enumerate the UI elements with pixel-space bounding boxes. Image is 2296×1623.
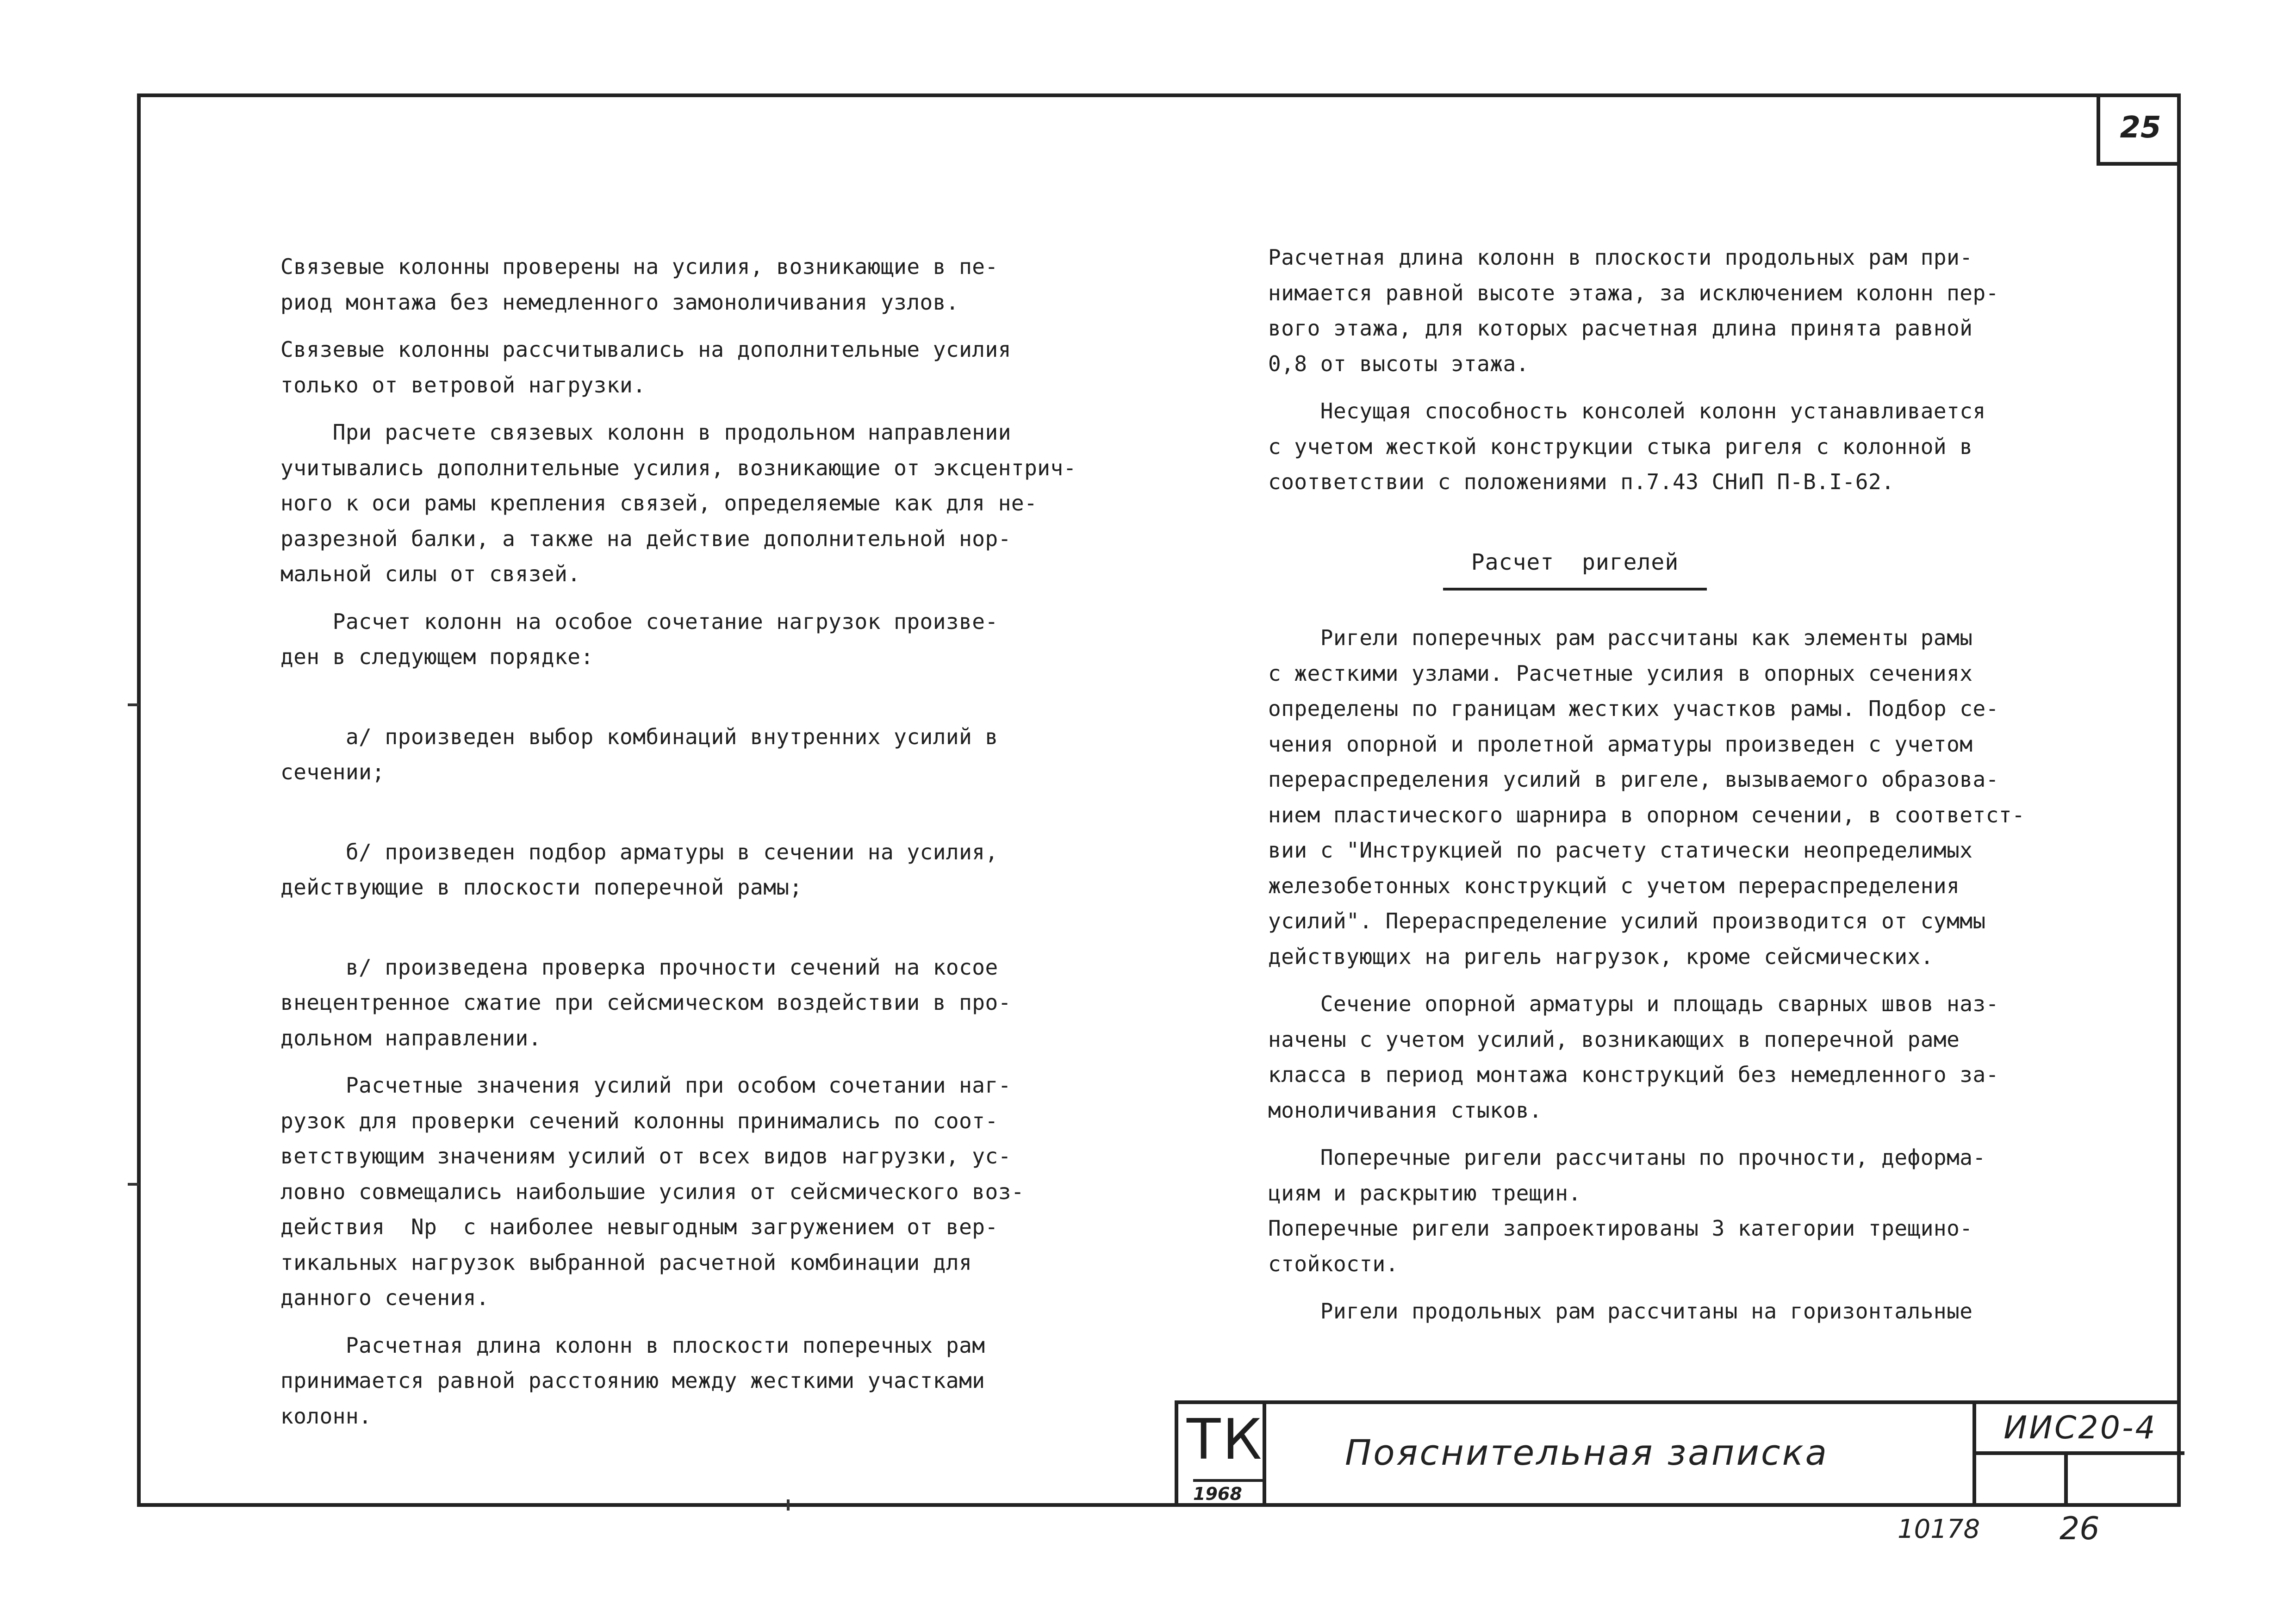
text-line: колонн. xyxy=(280,1403,372,1429)
paragraph xyxy=(280,719,1174,790)
paragraph xyxy=(280,834,1174,905)
tk-block xyxy=(1178,1404,1266,1507)
text-line: действующие в плоскости поперечной рамы; xyxy=(280,875,803,900)
text-line: Сечение опорной арматуры и площадь сварных швов наз- xyxy=(1268,991,1999,1016)
text-line: действующих на ригель нагрузок, кроме сейсмических. xyxy=(1268,944,1934,969)
text-line: а/ произведен выбор комбинаций внутренних усилий в xyxy=(280,724,998,749)
page-number: 25 xyxy=(2097,93,2181,166)
text-line: нием пластического шарнира в опорном сечении, в соответст- xyxy=(1268,802,2025,827)
text-line: б/ произведен подбор арматуры в сечении на усилия, xyxy=(280,839,998,864)
text-line: рузок для проверки сечений колонны принимались по соот- xyxy=(280,1108,998,1133)
text-line: 0,8 от высоты этажа. xyxy=(1268,351,1529,376)
text-line: Расчетные значения усилий при особом сочетании наг- xyxy=(280,1073,1011,1098)
paragraph xyxy=(1268,620,2115,974)
text-line: моноличивания стыков. xyxy=(1268,1097,1543,1123)
text-line: действия Nр с наиболее невыгодным загружением от вер- xyxy=(280,1214,998,1239)
paragraph xyxy=(1268,1140,2115,1281)
text-line: ного к оси рамы крепления связей, определяемые как для не- xyxy=(280,491,1038,516)
footer-number-a: 10178 xyxy=(1898,1514,1980,1544)
text-line: железобетонных конструкций с учетом перераспределения xyxy=(1268,873,1960,898)
section-heading: Расчет ригелей xyxy=(1443,541,1707,591)
paragraph xyxy=(280,604,1174,675)
text-line: стойкости. xyxy=(1268,1251,1399,1276)
text-line: разрезной балки, а также на действие дополнительной нор- xyxy=(280,526,1011,551)
paragraph xyxy=(280,249,1174,320)
text-line: только от ветровой нагрузки. xyxy=(280,372,646,398)
text-line: Ригели поперечных рам рассчитаны как элементы рамы xyxy=(1268,625,1973,650)
text-line: Расчетная длина колонн в плоскости поперечных рам xyxy=(280,1332,985,1358)
footer-number-b: 26 xyxy=(2060,1511,2100,1547)
text-line: ветствующим значениям усилий от всех видов нагрузки, ус- xyxy=(280,1144,1011,1169)
text-line: Расчет колонн на особое сочетание нагрузок произве- xyxy=(280,609,998,634)
left-column xyxy=(280,249,1174,1434)
text-line: определены по границам жестких участков рамы. Подбор се- xyxy=(1268,696,1999,721)
tk-year: 1968 xyxy=(1193,1479,1263,1504)
right-column-bottom xyxy=(1268,620,2115,1329)
margin-tick xyxy=(128,703,139,706)
text-line: внецентренное сжатие при сейсмическом воздействии в про- xyxy=(280,990,1011,1015)
text-line: с жесткими узлами. Расчетные усилия в опорных сечениях xyxy=(1268,660,1973,686)
paragraph xyxy=(1268,240,2115,381)
text-line: ден в следующем порядке: xyxy=(280,644,594,669)
text-line: Ригели продольных рам рассчитаны на горизонтальные xyxy=(1268,1299,1973,1324)
text-line: Поперечные ригели запроектированы 3 категории трещино- xyxy=(1268,1216,1973,1241)
text-line: Поперечные ригели рассчитаны по прочности, деформа- xyxy=(1268,1145,1986,1170)
code-divider xyxy=(2064,1455,2068,1507)
text-line: Несущая способность консолей колонн устанавливается xyxy=(1268,398,1986,423)
text-line: вии с "Инструкцией по расчету статически неопределимых xyxy=(1268,838,1973,863)
right-column-top xyxy=(1268,240,2115,500)
text-line: нимается равной высоте этажа, за исключением колонн пер- xyxy=(1268,280,1999,305)
paragraph xyxy=(1268,393,2115,500)
paragraph xyxy=(1268,1293,2115,1329)
text-line: ловно совмещались наибольшие усилия от сейсмического воз- xyxy=(280,1179,1025,1204)
title-block xyxy=(1175,1400,2181,1507)
text-line: учитывались дополнительные усилия, возникающие от эксцентрич- xyxy=(280,455,1076,480)
text-line: дольном направлении. xyxy=(280,1025,541,1051)
text-line: усилий". Перераспределение усилий производится от суммы xyxy=(1268,908,1986,933)
text-line: тикальных нагрузок выбранной расчетной комбинации для xyxy=(280,1250,972,1275)
document-code: ИИС20-4 xyxy=(1976,1404,2184,1455)
text-line: мальной силы от связей. xyxy=(280,561,581,586)
margin-tick xyxy=(128,1183,139,1186)
text-line: циям и раскрытию трещин. xyxy=(1268,1180,1581,1206)
text-line: класса в период монтажа конструкций без немедленного за- xyxy=(1268,1062,1999,1087)
text-line: риод монтажа без немедленного замоноличивания узлов. xyxy=(280,289,959,315)
tk-letters: ТК xyxy=(1187,1408,1264,1472)
code-box xyxy=(1972,1404,2184,1507)
text-line: сечении; xyxy=(280,759,385,784)
paragraph xyxy=(280,415,1174,592)
text-line: начены с учетом усилий, возникающих в поперечной раме xyxy=(1268,1026,1960,1052)
text-line: соответствии с положениями п.7.43 СНиП П-В.I-62. xyxy=(1268,469,1895,494)
paragraph xyxy=(280,1068,1174,1316)
text-line: с учетом жесткой конструкции стыка ригеля с колонной в xyxy=(1268,434,1973,459)
margin-tick xyxy=(787,1499,790,1511)
text-line: в/ произведена проверка прочности сечений на косое xyxy=(280,954,998,980)
text-line: данного сечения. xyxy=(280,1285,490,1310)
text-line: Связевые колонны проверены на усилия, возникающие в пе- xyxy=(280,254,998,279)
text-line: принимается равной расстоянию между жесткими участками xyxy=(280,1368,985,1393)
text-line: Связевые колонны рассчитывались на дополнительные усилия xyxy=(280,337,1011,362)
document-title: Пояснительная записка xyxy=(1345,1432,1829,1473)
text-line: чения опорной и пролетной арматуры произведен с учетом xyxy=(1268,731,1973,757)
text-line: перераспределения усилий в ригеле, вызываемого образова- xyxy=(1268,767,1999,792)
paragraph xyxy=(280,1328,1174,1434)
paragraph xyxy=(280,332,1174,403)
text-line: При расчете связевых колонн в продольном направлении xyxy=(280,420,1011,445)
paragraph xyxy=(280,950,1174,1056)
paragraph xyxy=(1268,986,2115,1128)
text-line: Расчетная длина колонн в плоскости продольных рам при- xyxy=(1268,245,1973,270)
text-line: вого этажа, для которых расчетная длина принята равной xyxy=(1268,316,1973,341)
